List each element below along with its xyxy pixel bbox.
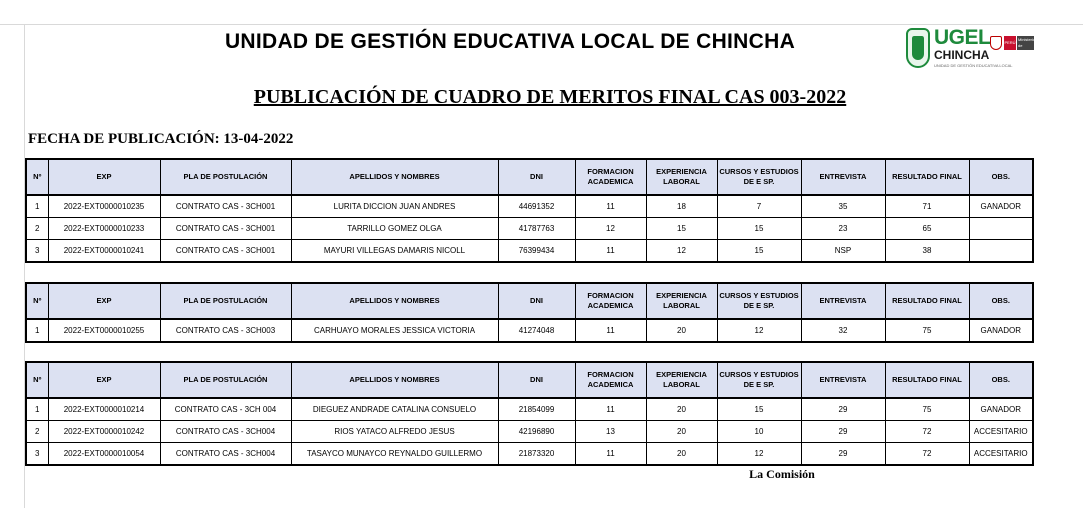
table-row (26, 319, 1033, 342)
cell-col-cursos: 15 (717, 240, 801, 263)
header-col-cursos: CURSOS Y ESTUDIOS DE E SP. (717, 362, 801, 398)
cell-col-entrevista: 29 (801, 398, 885, 421)
cell-col-plaza: CONTRATO CAS - 3CH004 (160, 421, 291, 443)
header-col-experiencia: EXPERIENCIA LABORAL (646, 362, 717, 398)
cell-col-exp: 2022-EXT0000010054 (48, 443, 160, 466)
cell-col-resultado: 38 (885, 240, 969, 263)
cell-col-experiencia: 20 (646, 421, 717, 443)
header-col-num: Nº (26, 283, 48, 319)
cell-col-exp: 2022-EXT0000010255 (48, 319, 160, 342)
header-col-plaza: PLA DE POSTULACIÓN (160, 283, 291, 319)
cell-col-dni: 41274048 (498, 319, 575, 342)
cell-col-plaza: CONTRATO CAS - 3CH004 (160, 443, 291, 466)
cell-col-cursos: 15 (717, 398, 801, 421)
cell-col-num: 3 (26, 240, 48, 263)
cell-col-obs (969, 240, 1033, 263)
logo-ugel-text: UGEL (934, 26, 991, 49)
page-top-border (0, 24, 1083, 25)
header-col-obs: OBS. (969, 283, 1033, 319)
cell-col-exp: 2022-EXT0000010242 (48, 421, 160, 443)
cell-col-formacion: 11 (575, 319, 646, 342)
cell-col-cursos: 12 (717, 319, 801, 342)
header-col-experiencia: EXPERIENCIA LABORAL (646, 159, 717, 195)
header-col-entrevista: ENTREVISTA (801, 159, 885, 195)
logo-chincha-text: CHINCHA (934, 48, 990, 62)
header-col-entrevista: ENTREVISTA (801, 283, 885, 319)
header-col-formacion: FORMACION ACADEMICA (575, 362, 646, 398)
cell-col-formacion: 11 (575, 443, 646, 466)
header-col-obs: OBS. (969, 159, 1033, 195)
cell-col-formacion: 11 (575, 398, 646, 421)
cell-col-resultado: 72 (885, 421, 969, 443)
cell-col-resultado: 72 (885, 443, 969, 466)
cell-col-formacion: 13 (575, 421, 646, 443)
cell-col-cursos: 7 (717, 195, 801, 218)
header-col-cursos: CURSOS Y ESTUDIOS DE E SP. (717, 283, 801, 319)
cell-col-dni: 41787763 (498, 218, 575, 240)
table-row (26, 195, 1033, 218)
page-subtitle: PUBLICACIÓN DE CUADRO DE MERITOS FINAL CAS 003-2022 (253, 86, 847, 108)
merit-table-3ch004 (25, 361, 1034, 466)
cell-col-entrevista: 29 (801, 443, 885, 466)
cell-col-experiencia: 15 (646, 218, 717, 240)
cell-col-num: 2 (26, 218, 48, 240)
ugel-shield-icon (906, 28, 930, 68)
header-col-exp: EXP (48, 362, 160, 398)
ministerio-label: Ministerio de Educación (1018, 37, 1037, 54)
header-col-nombres: APELLIDOS Y NOMBRES (291, 159, 498, 195)
cell-col-entrevista: 32 (801, 319, 885, 342)
header-col-cursos: CURSOS Y ESTUDIOS DE E SP. (717, 159, 801, 195)
header-col-exp: EXP (48, 283, 160, 319)
header-col-num: Nº (26, 362, 48, 398)
cell-col-experiencia: 20 (646, 398, 717, 421)
header-col-experiencia: EXPERIENCIA LABORAL (646, 283, 717, 319)
cell-col-obs (969, 218, 1033, 240)
cell-col-plaza: CONTRATO CAS - 3CH003 (160, 319, 291, 342)
cell-col-experiencia: 18 (646, 195, 717, 218)
header-col-resultado: RESULTADO FINAL (885, 362, 969, 398)
cell-col-resultado: 75 (885, 398, 969, 421)
cell-col-num: 1 (26, 195, 48, 218)
cell-col-nombres: MAYURI VILLEGAS DAMARIS NICOLL (291, 240, 498, 263)
cell-col-nombres: LURITA DICCION JUAN ANDRES (291, 195, 498, 218)
cell-col-plaza: CONTRATO CAS - 3CH001 (160, 218, 291, 240)
cell-col-obs: GANADOR (969, 195, 1033, 218)
logo-tagline: UNIDAD DE GESTIÓN EDUCATIVA LOCAL (934, 63, 1013, 68)
header-col-resultado: RESULTADO FINAL (885, 283, 969, 319)
cell-col-dni: 21854099 (498, 398, 575, 421)
publication-date: FECHA DE PUBLICACIÓN: 13-04-2022 (28, 131, 294, 147)
header-col-entrevista: ENTREVISTA (801, 362, 885, 398)
cell-col-nombres: DIEGUEZ ANDRADE CATALINA CONSUELO (291, 398, 498, 421)
cell-col-formacion: 11 (575, 195, 646, 218)
cell-col-dni: 44691352 (498, 195, 575, 218)
cell-col-cursos: 10 (717, 421, 801, 443)
header-col-plaza: PLA DE POSTULACIÓN (160, 159, 291, 195)
cell-col-obs: ACCESITARIO (969, 443, 1033, 466)
header-col-dni: DNI (498, 283, 575, 319)
table-row (26, 218, 1033, 240)
header-col-num: Nº (26, 159, 48, 195)
cell-col-exp: 2022-EXT0000010233 (48, 218, 160, 240)
header-col-formacion: FORMACION ACADEMICA (575, 283, 646, 319)
cell-col-nombres: RIOS YATACO ALFREDO JESUS (291, 421, 498, 443)
cell-col-num: 3 (26, 443, 48, 466)
cell-col-exp: 2022-EXT0000010214 (48, 398, 160, 421)
header-col-formacion: FORMACION ACADEMICA (575, 159, 646, 195)
cell-col-num: 2 (26, 421, 48, 443)
header-col-obs: OBS. (969, 362, 1033, 398)
peru-label: PERÚ (1004, 36, 1016, 50)
cell-col-dni: 21873320 (498, 443, 575, 466)
table-header-row (26, 362, 1033, 398)
cell-col-nombres: TARRILLO GOMEZ OLGA (291, 218, 498, 240)
page-title: UNIDAD DE GESTIÓN EDUCATIVA LOCAL DE CHINCHA (224, 30, 796, 53)
cell-col-nombres: CARHUAYO MORALES JESSICA VICTORIA (291, 319, 498, 342)
cell-col-plaza: CONTRATO CAS - 3CH 004 (160, 398, 291, 421)
merit-table-3ch003 (25, 282, 1034, 343)
cell-col-formacion: 11 (575, 240, 646, 263)
cell-col-exp: 2022-EXT0000010235 (48, 195, 160, 218)
cell-col-experiencia: 20 (646, 443, 717, 466)
cell-col-cursos: 15 (717, 218, 801, 240)
cell-col-resultado: 75 (885, 319, 969, 342)
header-col-dni: DNI (498, 159, 575, 195)
cell-col-num: 1 (26, 398, 48, 421)
cell-col-obs: GANADOR (969, 398, 1033, 421)
merit-table-3ch001 (25, 158, 1034, 263)
cell-col-obs: ACCESITARIO (969, 421, 1033, 443)
ugel-logo (906, 26, 1036, 74)
header-col-plaza: PLA DE POSTULACIÓN (160, 362, 291, 398)
header-col-nombres: APELLIDOS Y NOMBRES (291, 283, 498, 319)
cell-col-nombres: TASAYCO MUNAYCO REYNALDO GUILLERMO (291, 443, 498, 466)
table-row (26, 443, 1033, 466)
cell-col-entrevista: NSP (801, 240, 885, 263)
cell-col-cursos: 12 (717, 443, 801, 466)
header-col-nombres: APELLIDOS Y NOMBRES (291, 362, 498, 398)
cell-col-formacion: 12 (575, 218, 646, 240)
cell-col-entrevista: 23 (801, 218, 885, 240)
cell-col-exp: 2022-EXT0000010241 (48, 240, 160, 263)
cell-col-resultado: 65 (885, 218, 969, 240)
header-col-dni: DNI (498, 362, 575, 398)
cell-col-experiencia: 20 (646, 319, 717, 342)
cell-col-dni: 76399434 (498, 240, 575, 263)
header-col-exp: EXP (48, 159, 160, 195)
table-row (26, 240, 1033, 263)
cell-col-entrevista: 35 (801, 195, 885, 218)
cell-col-entrevista: 29 (801, 421, 885, 443)
cell-col-plaza: CONTRATO CAS - 3CH001 (160, 195, 291, 218)
cell-col-num: 1 (26, 319, 48, 342)
table-header-row (26, 283, 1033, 319)
header-col-resultado: RESULTADO FINAL (885, 159, 969, 195)
table-header-row (26, 159, 1033, 195)
table-row (26, 421, 1033, 443)
cell-col-experiencia: 12 (646, 240, 717, 263)
table-row (26, 398, 1033, 421)
cell-col-resultado: 71 (885, 195, 969, 218)
comision-signature: La Comisión (749, 467, 815, 481)
cell-col-obs: GANADOR (969, 319, 1033, 342)
cell-col-dni: 42196890 (498, 421, 575, 443)
peru-coat-of-arms-icon (990, 36, 1002, 50)
cell-col-plaza: CONTRATO CAS - 3CH001 (160, 240, 291, 263)
